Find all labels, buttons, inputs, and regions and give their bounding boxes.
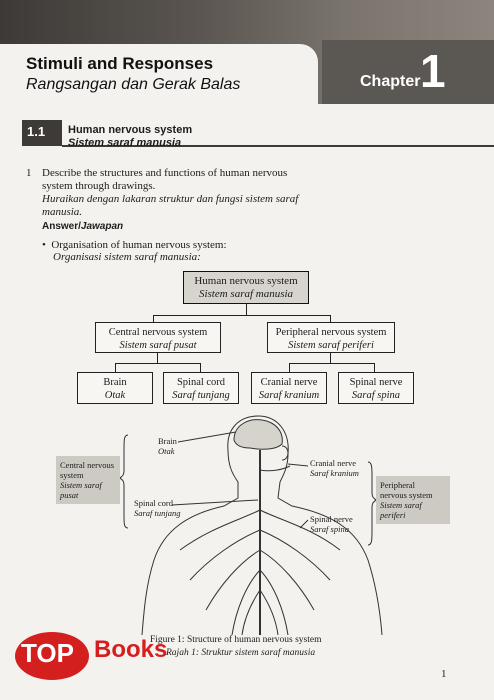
bullet-text-ms: Organisasi sistem saraf manusia:: [53, 251, 201, 263]
fig-label-brain: [158, 436, 177, 456]
section-number-box: [22, 120, 62, 146]
flow-connector: [289, 363, 375, 364]
flow-connector: [374, 363, 375, 372]
question-text-line2: system through drawings.: [42, 180, 156, 192]
flow-pns-ms: Sistem saraf periferi: [288, 340, 374, 351]
flow-root-ms: Sistem saraf manusia: [198, 288, 294, 300]
section-header: [22, 120, 494, 154]
page-number: 1: [441, 668, 447, 680]
section-title-ms: Sistem saraf manusia: [68, 137, 182, 149]
flow-spinal-nerve-box: [338, 372, 414, 404]
fig-brain-ms: Otak: [158, 446, 175, 456]
flow-spinal-cord-en: Spinal cord: [176, 377, 226, 388]
chapter-title-en: Stimuli and Responses: [26, 54, 214, 73]
fig-spinal-nerve-ms: Saraf spina: [310, 524, 349, 534]
flow-root-box: [183, 271, 309, 304]
question-text-ms-line1: Huraikan dengan lakaran struktur dan fungsi sistem saraf: [42, 193, 299, 205]
fig-cns-ms2: pusat: [60, 490, 79, 500]
question-number: 1: [26, 167, 32, 179]
flow-brain-ms: Otak: [104, 390, 126, 401]
chapter-title-ms: Rangsangan dan Gerak Balas: [26, 76, 241, 93]
flow-brain-box: [77, 372, 153, 404]
fig-label-spinal-cord: [134, 498, 181, 518]
fig-spinal-cord-ms: Saraf tunjang: [134, 508, 181, 518]
answer-label-ms: Jawapan: [80, 221, 124, 232]
flow-cns-en: Central nervous system: [108, 327, 208, 338]
flow-spinal-nerve-en: Spinal nerve: [349, 377, 403, 388]
flow-connector: [115, 363, 116, 372]
flow-connector: [289, 363, 290, 372]
logo-text-top: TOP: [21, 638, 74, 668]
bullet-icon: •: [42, 239, 52, 251]
fig-cns-box: [56, 456, 120, 504]
question-text-ms-line2: manusia.: [42, 206, 83, 218]
figure-caption-ms: Rajah 1: Struktur sistem saraf manusia: [166, 648, 316, 658]
flow-cranial-ms: Saraf kranium: [258, 390, 320, 401]
answer-label-en: Answer/: [42, 221, 81, 232]
fig-cns-en2: system: [60, 470, 84, 480]
fig-cranial-en: Cranial nerve: [310, 458, 357, 468]
fig-pns-ms2: periferi: [380, 510, 406, 520]
chapter-box: [322, 40, 494, 104]
fig-spinal-cord-en: Spinal cord: [134, 498, 173, 508]
flow-connector: [157, 353, 158, 363]
flow-cranial-en: Cranial nerve: [260, 377, 318, 388]
flow-connector: [246, 304, 247, 315]
fig-label-spinal-nerve: [310, 514, 353, 534]
flow-spinal-nerve-ms: Saraf spina: [351, 390, 401, 401]
section-number: 1.1: [27, 124, 46, 139]
flow-brain-en: Brain: [103, 377, 127, 388]
flow-root-en: Human nervous system: [194, 275, 298, 287]
fig-pns-ms1: Sistem saraf: [380, 500, 422, 510]
question-text-line1: Describe the structures and functions of human nervous: [42, 167, 288, 179]
fig-pns-en1: Peripheral: [380, 480, 415, 490]
bullet-text-en: Organisation of human nervous system:: [51, 239, 227, 251]
flow-cns-box: [95, 322, 221, 353]
flow-connector: [115, 363, 201, 364]
answer-label: [42, 221, 123, 232]
flow-pns-en: Peripheral nervous system: [275, 327, 387, 338]
fig-spinal-nerve-en: Spinal nerve: [310, 514, 353, 524]
flow-spinal-cord-ms: Saraf tunjang: [172, 390, 230, 401]
flow-connector: [200, 363, 201, 372]
fig-cns-en1: Central nervous: [60, 460, 115, 470]
fig-pns-box: [376, 476, 450, 524]
section-title-en: Human nervous system: [68, 124, 193, 136]
fig-brain-en: Brain: [158, 436, 177, 446]
figure-caption-en: Figure 1: Structure of human nervous system: [150, 635, 322, 645]
fig-pns-en2: nervous system: [380, 490, 433, 500]
fig-cranial-ms: Saraf kranium: [310, 468, 359, 478]
flow-pns-box: [267, 322, 395, 353]
chapter-label: Chapter: [360, 73, 421, 90]
flow-cranial-nerve-box: [251, 372, 327, 404]
title-card: [0, 44, 318, 104]
fig-cns-ms1: Sistem saraf: [60, 480, 102, 490]
answer-bullet: [42, 239, 227, 263]
fig-label-cranial-nerve: [310, 458, 359, 478]
chapter-number: 1: [420, 45, 446, 97]
flow-cns-ms: Sistem saraf pusat: [119, 340, 197, 351]
flow-connector: [330, 353, 331, 363]
flow-connector: [153, 315, 331, 316]
flow-spinal-cord-box: [163, 372, 239, 404]
logo-text-books: Books: [94, 636, 168, 663]
